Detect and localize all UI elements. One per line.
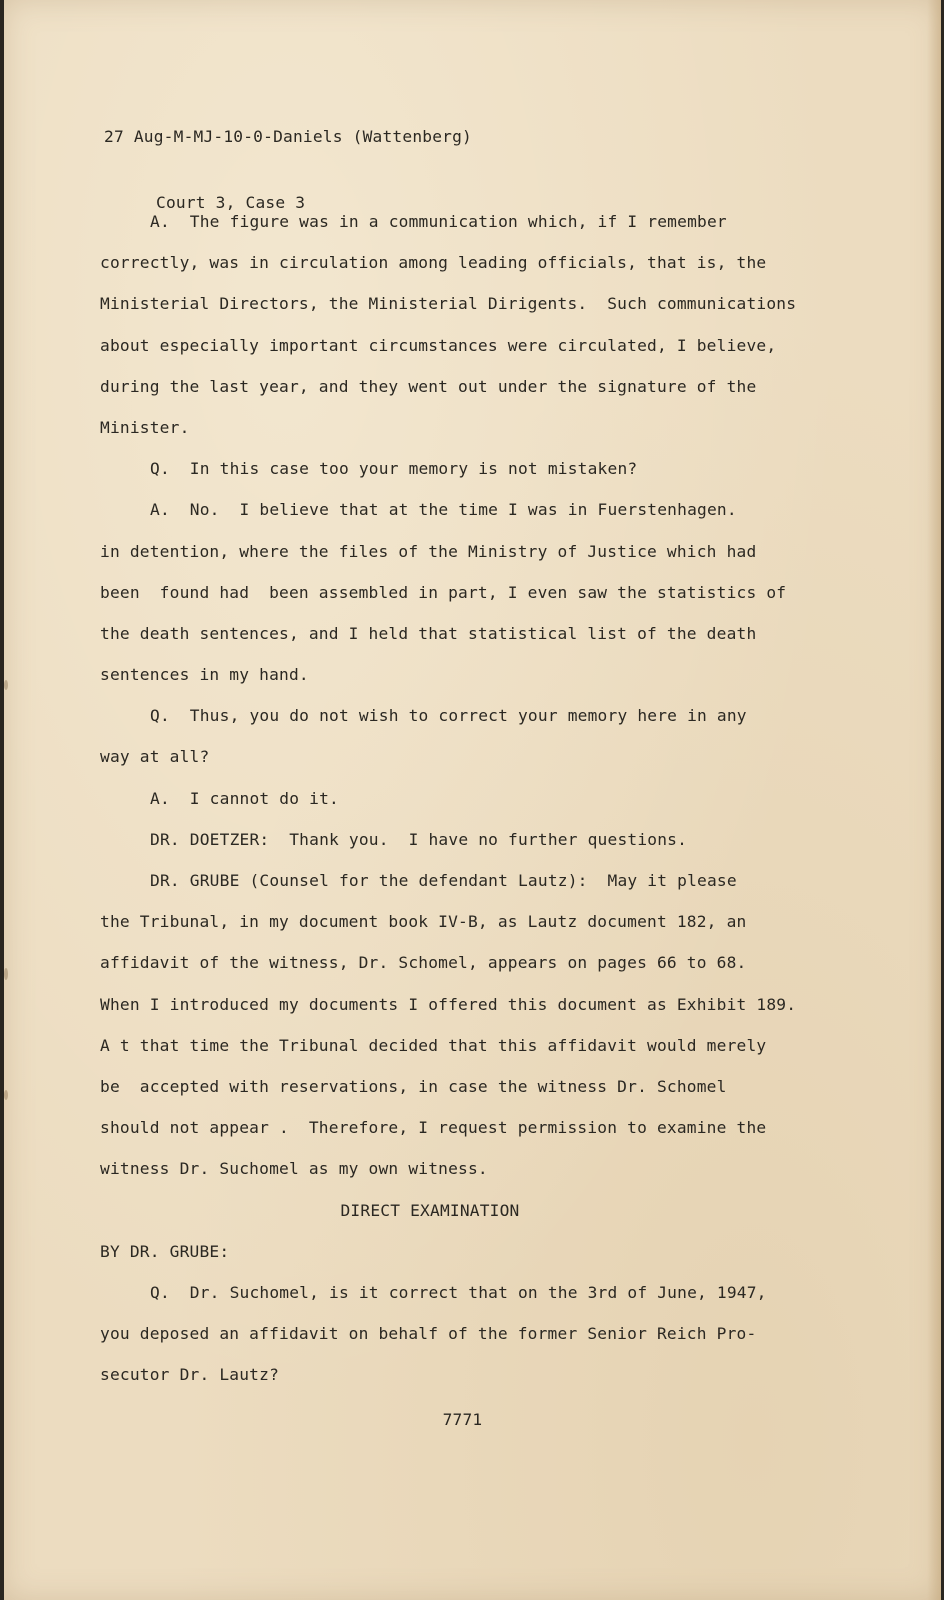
transcript-line: DR. DOETZER: Thank you. I have no further questions. bbox=[150, 829, 688, 849]
transcript-line: in detention, where the files of the Ministry of Justice which had bbox=[100, 541, 757, 561]
transcript-line: be accepted with reservations, in case the witness Dr. Schomel bbox=[100, 1076, 727, 1096]
transcript-line: sentences in my hand. bbox=[100, 665, 309, 685]
transcript-line: When I introduced my documents I offered this document as Exhibit 189. bbox=[100, 994, 797, 1014]
transcript-line: witness Dr. Suchomel as my own witness. bbox=[100, 1159, 488, 1179]
transcript-line: A. The figure was in a communication which, if I remember bbox=[150, 212, 727, 231]
transcript-line: correctly, was in circulation among leading officials, that is, the bbox=[100, 253, 767, 273]
transcript-line: you deposed an affidavit on behalf of the former Senior Reich Pro- bbox=[100, 1324, 757, 1344]
page-edge-shading bbox=[927, 0, 941, 1600]
ink-smudge bbox=[4, 968, 8, 980]
section-heading: DIRECT EXAMINATION bbox=[340, 1200, 520, 1220]
transcript-line: Q. In this case too your memory is not mistaken? bbox=[150, 459, 638, 479]
transcript-body bbox=[100, 201, 820, 1395]
transcript-line: Q. Thus, you do not wish to correct your memory here in any bbox=[150, 706, 747, 726]
transcript-line: been found had been assembled in part, I even saw the statistics of bbox=[100, 582, 787, 602]
document-page bbox=[4, 0, 941, 1600]
transcript-line: during the last year, and they went out under the signature of the bbox=[100, 376, 757, 396]
transcript-line: A t that time the Tribunal decided that this affidavit would merely bbox=[100, 1035, 767, 1055]
transcript-line: affidavit of the witness, Dr. Schomel, appears on pages 66 to 68. bbox=[100, 953, 747, 973]
transcript-line: A. I cannot do it. bbox=[150, 788, 339, 808]
transcript-line: Q. Dr. Suchomel, is it correct that on the 3rd of June, 1947, bbox=[150, 1282, 767, 1302]
ink-smudge bbox=[4, 1090, 8, 1100]
page-number: 7771 bbox=[442, 1410, 483, 1429]
transcript-line: should not appear . Therefore, I request permission to examine the bbox=[100, 1118, 767, 1138]
transcript-line: DR. GRUBE (Counsel for the defendant Lautz): May it please bbox=[150, 871, 737, 890]
ink-smudge bbox=[4, 680, 8, 690]
transcript-line: Ministerial Directors, the Ministerial Dirigents. Such communications bbox=[100, 294, 797, 314]
transcript-line: about especially important circumstances were circulated, I believe, bbox=[100, 335, 777, 355]
transcript-line: A. No. I believe that at the time I was in Fuerstenhagen. bbox=[150, 500, 737, 520]
transcript-line: BY DR. GRUBE: bbox=[100, 1241, 230, 1261]
transcript-line: Minister. bbox=[100, 417, 190, 437]
transcript-line: the Tribunal, in my document book IV-B, as Lautz document 182, an bbox=[100, 912, 747, 932]
transcript-line: secutor Dr. Lautz? bbox=[100, 1365, 280, 1385]
header-reference-line: 27 Aug-M-MJ-10-0-Daniels (Wattenberg) bbox=[104, 127, 472, 146]
transcript-line: way at all? bbox=[100, 747, 210, 767]
header-court-line: Court 3, Case 3 bbox=[156, 193, 306, 212]
transcript-line: the death sentences, and I held that statistical list of the death bbox=[100, 623, 757, 643]
